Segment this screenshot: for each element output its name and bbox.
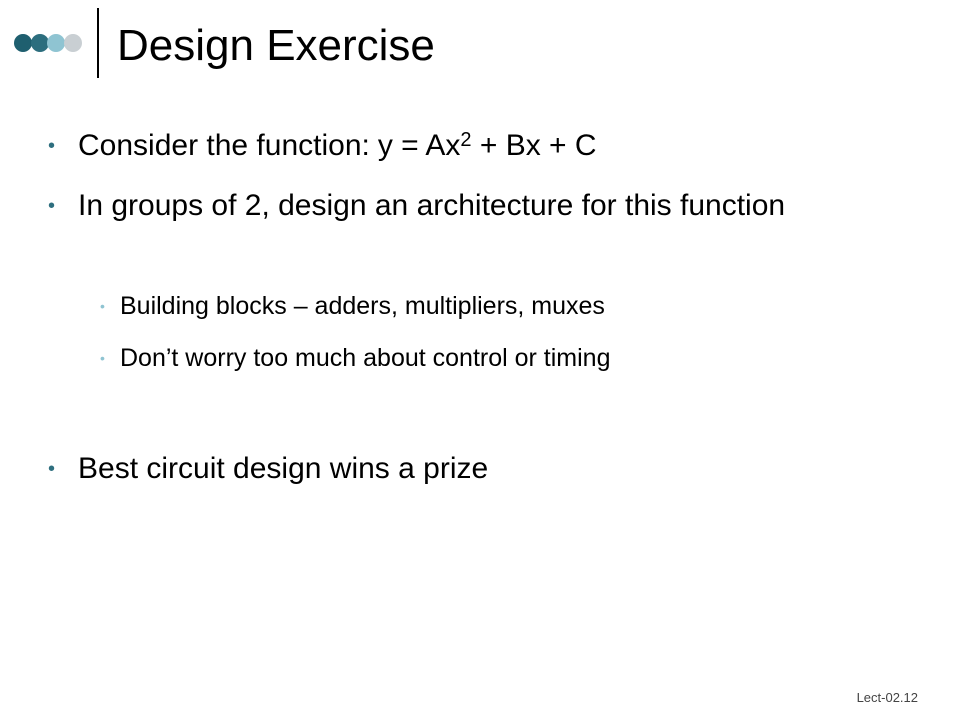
slide-number: Lect-02.12 bbox=[856, 690, 918, 705]
bullet-text: In groups of 2, design an architecture for this function bbox=[78, 189, 786, 222]
dot-light-icon bbox=[64, 34, 82, 52]
dot-mid-icon bbox=[47, 34, 65, 52]
equation bbox=[378, 129, 597, 162]
bullet-text: Consider the function: bbox=[78, 129, 370, 162]
sub-bullet-text: Building blocks – adders, multipliers, muxes bbox=[120, 292, 605, 320]
sub-bullet-icon: • bbox=[100, 298, 105, 314]
sub-bullet-icon: • bbox=[100, 350, 105, 366]
bullet-icon: • bbox=[48, 195, 56, 217]
bullet-text: Best circuit design wins a prize bbox=[78, 452, 489, 485]
equation-end: + Bx + C bbox=[471, 129, 597, 162]
dot-dark-icon bbox=[14, 34, 32, 52]
bullet-icon: • bbox=[48, 458, 56, 480]
slide-title: Design Exercise bbox=[117, 21, 435, 70]
equation-exponent: 2 bbox=[460, 129, 472, 151]
sub-bullet-text: Don’t worry too much about control or timing bbox=[120, 344, 611, 372]
equation-start: y = Ax bbox=[377, 129, 461, 162]
decorative-dots bbox=[14, 34, 82, 54]
bullet-icon: • bbox=[48, 135, 56, 157]
title-divider bbox=[97, 8, 99, 78]
